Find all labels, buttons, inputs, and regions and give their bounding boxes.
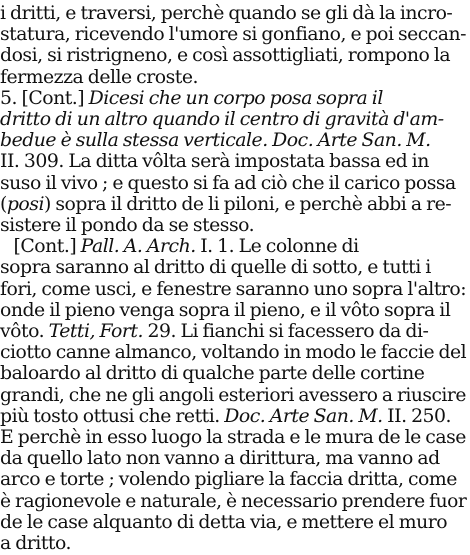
italic-run: Tetti, Fort. xyxy=(48,320,143,342)
italic-run: Doc. Arte San. M. xyxy=(224,404,383,427)
text-run: ( xyxy=(0,192,7,215)
text-run: E perchè in esso luogo la strada e le mura de le case xyxy=(0,426,466,448)
text-run: i dritti, e traversi, perchè quando se gli dà la incro- xyxy=(0,2,453,24)
text-run: I. 1. Le colonne di xyxy=(195,235,359,258)
text-run: II. 250. xyxy=(382,404,452,427)
italic-run: bedue è sulla stessa verticale. Doc. Arte San. M. xyxy=(0,129,431,152)
text-run: da quello lato non vanno a dirittura, ma vanno ad xyxy=(0,447,440,470)
text-run: suso il vivo ; e questo si fa ad ciò che il carico possa xyxy=(0,171,456,194)
text-run: sistere il pondo da se stesso. xyxy=(0,214,255,236)
text-run: [Cont.] xyxy=(0,235,81,258)
text-run: è ragionevole e naturale, è necessario prendere fuor xyxy=(0,489,467,512)
text-run: fori, come usci, e fenestre saranno uno sopra l'altro: xyxy=(0,277,467,300)
text-line xyxy=(0,531,466,555)
text-run: onde il pieno venga sopra il pieno, e il vôto sopra il xyxy=(0,298,451,321)
text-run: ) sopra il dritto de li piloni, e perchè abbi a re- xyxy=(43,192,452,215)
text-run: statura, ricevendo l'umore si gonfiano, e poi seccan- xyxy=(0,23,466,46)
text-run: arco e torte ; volendo pigliare la faccia dritta, come xyxy=(0,468,457,491)
text-run: II. 309. La ditta vôlta serà impostata bassa ed in xyxy=(0,150,429,173)
text-run: baloardo al dritto di qualche parte delle cortine xyxy=(0,362,425,385)
italic-run: dritto di un altro quando il centro di gravità d'am- xyxy=(0,108,444,130)
italic-run: Pall. A. Arch. xyxy=(80,235,196,258)
text-run: ciotto canne almanco, voltando in modo le faccie del xyxy=(0,341,467,364)
text-run: grandi, che ne gli angoli esteriori avessero a riuscire xyxy=(0,383,466,406)
italic-run: Dicesi che un corpo posa sopra il xyxy=(88,86,383,109)
italic-run: posi xyxy=(6,192,44,215)
text-run: de le case alquanto di detta via, e mettere el muro xyxy=(0,510,448,533)
text-run: 29. Li fianchi si facessero da di- xyxy=(142,320,429,342)
text-run: sopra saranno al dritto di quelle di sotto, e tutti i xyxy=(0,256,431,279)
text-run: più tosto ottusi che retti. xyxy=(0,404,225,427)
text-run: dosi, si ristrigneno, e così assottigliati, rompono la xyxy=(0,44,451,67)
text-run: vôto. xyxy=(0,320,49,342)
text-run: a dritto. xyxy=(0,532,71,554)
text-run: fermezza delle croste. xyxy=(0,65,198,88)
text-run: 5. [Cont.] xyxy=(0,86,89,109)
